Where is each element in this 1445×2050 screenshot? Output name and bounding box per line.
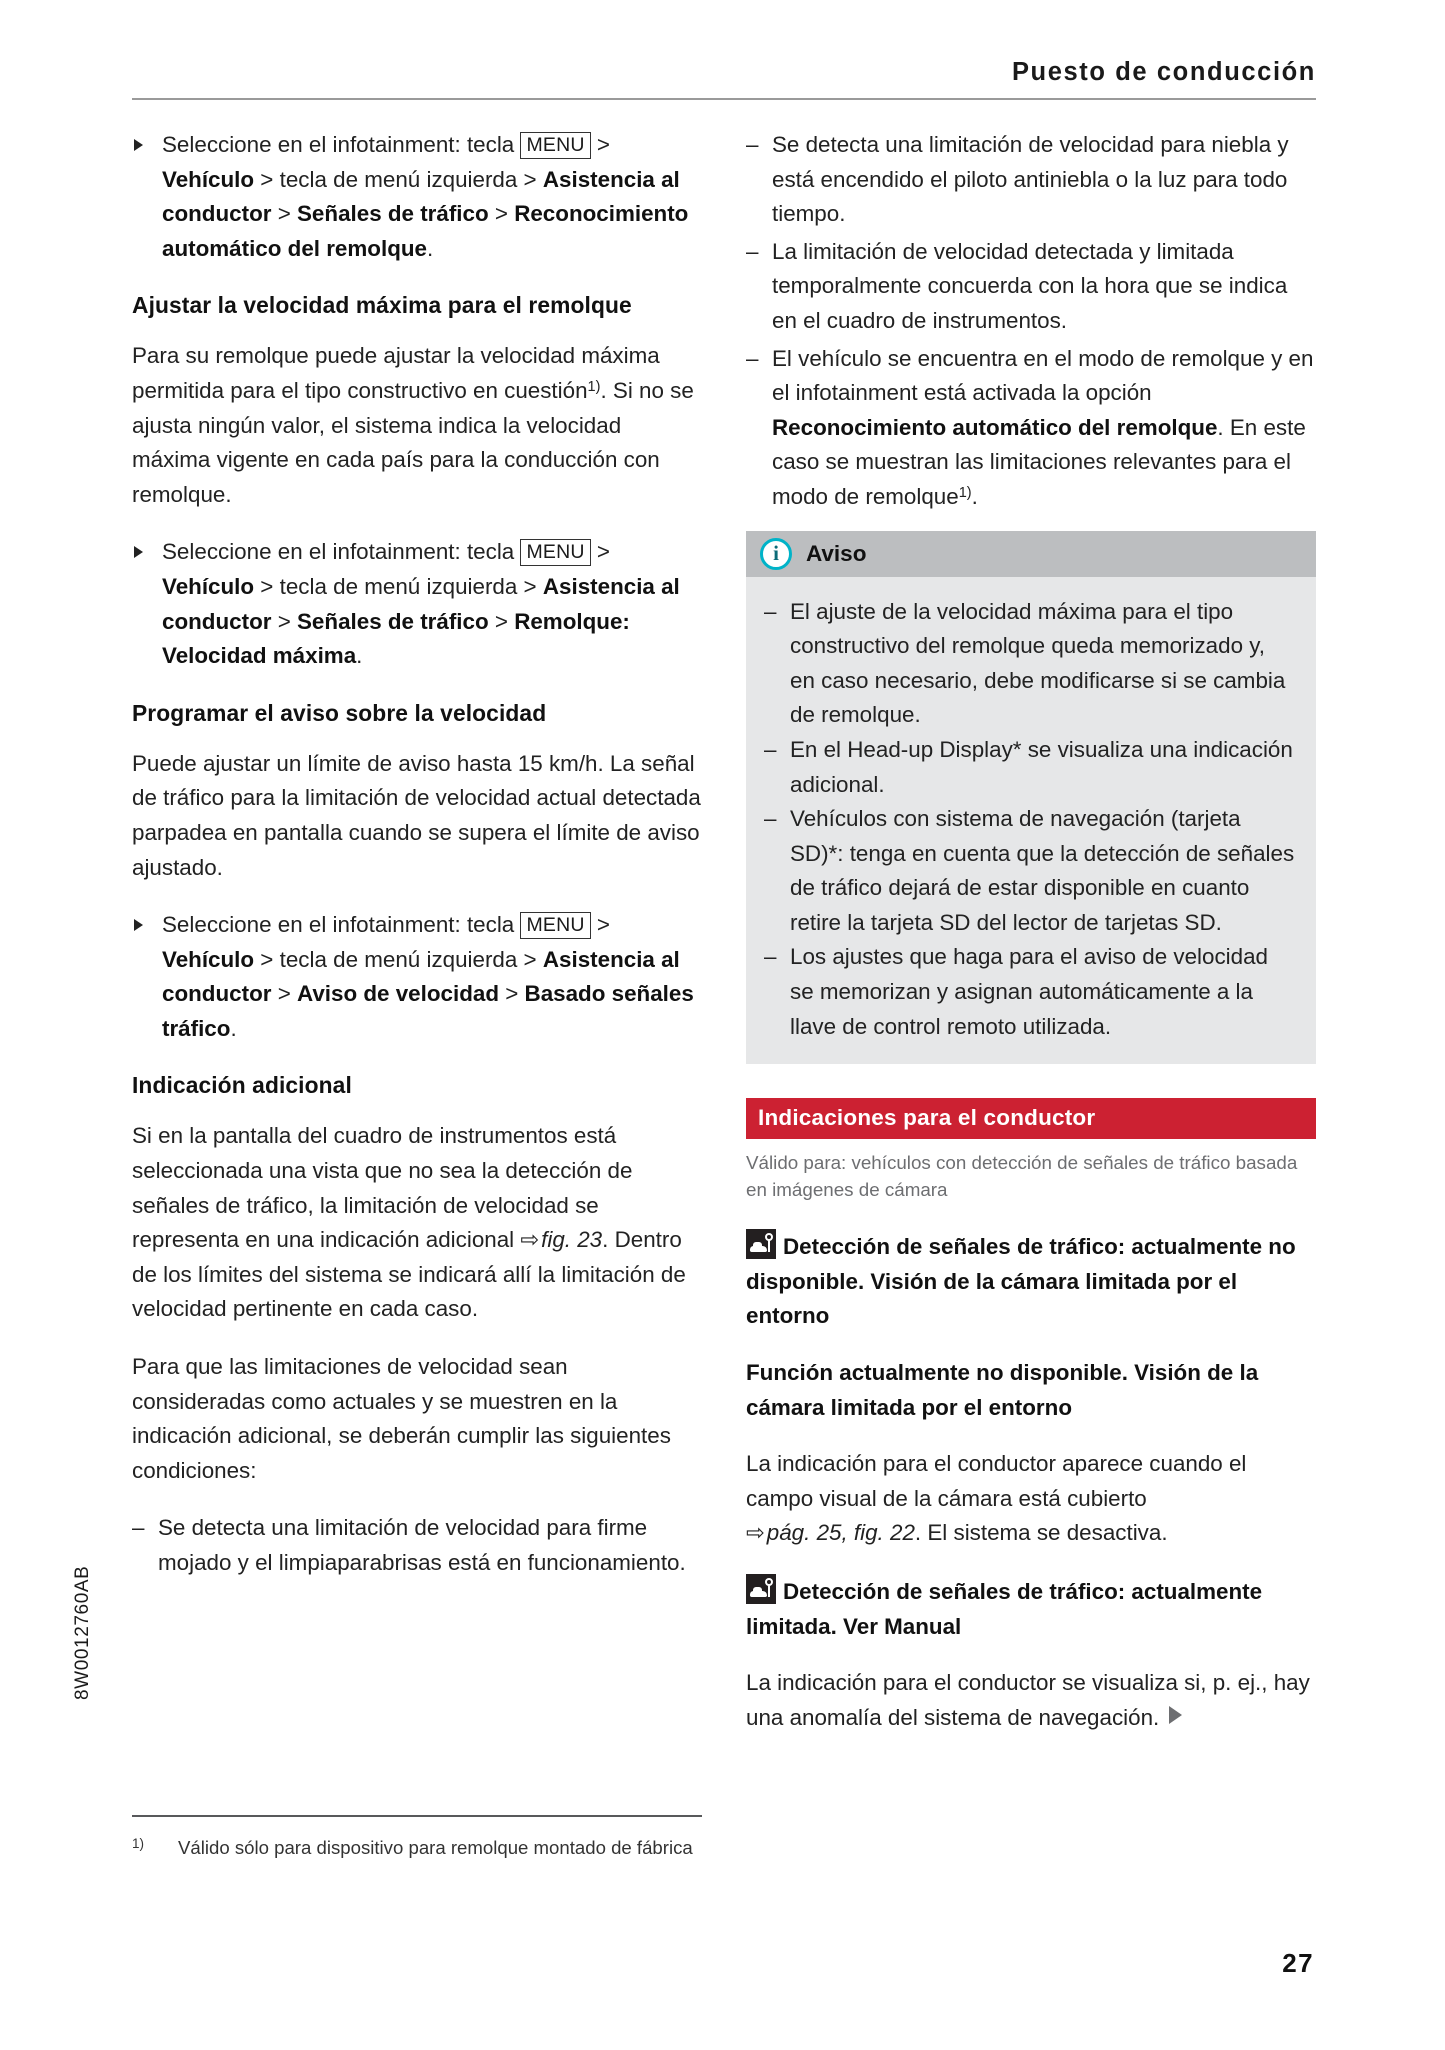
two-column-body xyxy=(132,128,1316,1758)
dash-marker-icon: – xyxy=(764,806,777,832)
bullet-1-sep-3: > xyxy=(271,201,297,227)
bullet-1-item-vehiculo: Vehículo xyxy=(162,166,255,192)
traffic-sign-detection-icon xyxy=(746,1574,776,1604)
condition-text: Se detecta una limitación de velocidad para niebla y está encendido el piloto antiniebla o la luz para todo tiempo. xyxy=(772,132,1289,227)
message-1-title-text: Detección de señales de tráfico: actualmente no disponible. Visión de la cámara limitada por el entorno xyxy=(746,1234,1296,1329)
bullet-3-item-aviso-velocidad: Aviso de velocidad xyxy=(297,981,499,1007)
bullet-3-sep-3: > xyxy=(271,981,297,1007)
bullet-3-sep-2: > tecla de menú izquierda > xyxy=(254,946,543,972)
bullet-1-sep-2: > tecla de menú izquierda > xyxy=(254,166,543,192)
dash-marker-icon: – xyxy=(764,944,777,970)
dash-marker-icon: – xyxy=(746,132,759,157)
notice-item-text: Los ajustes que haga para el aviso de velocidad se memorizan y asignan automáticamente a la llave de control remoto utilizada. xyxy=(790,944,1268,1039)
paragraph-limite-aviso: Puede ajustar un límite de aviso hasta 15 km/h. La señal de tráfico para la limitación de velocidad actual detectada parpadea en pantalla cuando se supera el límite de aviso ajustado. xyxy=(132,750,701,880)
continuation-arrow-icon xyxy=(1169,1706,1182,1724)
paragraph-condiciones: Para que las limitaciones de velocidad sean consideradas como actuales y se muestren en la indicación adicional, se deberán cumplir las siguientes condiciones: xyxy=(132,1354,671,1483)
notice-item xyxy=(764,595,1296,733)
bullet-3-item-asistencia: Asistencia al conductor xyxy=(162,946,680,1007)
para-3a: Si en la pantalla del cuadro de instrumentos está seleccionada una vista que no sea la detección de señales de tráfico, la limitación de velocidad se representa en una indicación adicional xyxy=(132,1123,633,1253)
cross-reference-fig23[interactable]: ⇨ fig. 23 xyxy=(520,1227,602,1252)
heading-indicacion-adicional: Indicación adicional xyxy=(132,1072,352,1099)
condition-item-right-1 xyxy=(746,128,1316,232)
footnote-1-marker: 1) xyxy=(132,1835,145,1851)
bullet-1-sep-4: > xyxy=(488,201,515,227)
bullet-3-item-vehiculo: Vehículo xyxy=(162,946,255,972)
notice-item xyxy=(764,733,1296,802)
notice-box-title: Aviso xyxy=(806,540,867,566)
traffic-sign-detection-icon xyxy=(746,1229,776,1259)
driver-message-1-title xyxy=(746,1229,1316,1334)
footnote-1-text: Válido sólo para dispositivo para remolque montado de fábrica xyxy=(178,1836,693,1858)
condition-text: La limitación de velocidad detectada y limitada temporalmente concuerda con la hora que se indica en el cuadro de instrumentos. xyxy=(772,238,1288,333)
instruction-bullet-3 xyxy=(132,908,702,1046)
dash-marker-icon: – xyxy=(746,345,759,371)
bullet-1-prefix: Seleccione en el infotainment: tecla xyxy=(162,132,521,157)
notice-item-text: Vehículos con sistema de navegación (tarjeta SD)*: tenga en cuenta que la detección de señales de tráfico dejará de estar disponible en cuanto retire la tarjeta SD del lector de tarjetas SD. xyxy=(790,806,1295,935)
notice-box-body xyxy=(746,577,1316,1065)
para-1b: . Si no se ajusta ningún valor, el sistema indica la velocidad máxima vigente en cada país para la conducción con remolque. xyxy=(132,377,694,507)
page-number: 27 xyxy=(1282,1948,1314,1978)
message-1-body-b: . El sistema se desactiva. xyxy=(914,1520,1168,1546)
bullet-2-item-remolque-velocidad: Remolque: Velocidad máxima xyxy=(162,608,630,669)
condition-text-c: . xyxy=(971,483,978,509)
bullet-2-sep-4: > xyxy=(488,608,515,634)
cross-reference-pag25-fig22[interactable]: ⇨ pág. 25, fig. 22 xyxy=(746,1520,915,1545)
header-divider xyxy=(132,98,1316,100)
page-title: Puesto de conducción xyxy=(1011,58,1316,86)
footnote-marker-1: 1) xyxy=(587,378,601,395)
bullet-2-sep-2: > tecla de menú izquierda > xyxy=(254,573,543,599)
bullet-1-sep-1: > xyxy=(590,132,610,157)
bullet-2-sep-1: > xyxy=(590,539,610,565)
option-name-reconocimiento: Reconocimiento automático del remolque xyxy=(772,414,1218,440)
menu-key-3[interactable]: MENU xyxy=(520,912,590,939)
message-2-body-text: La indicación para el conductor se visualiza si, p. ej., hay una anomalía del sistema de navegación. xyxy=(746,1670,1310,1730)
condition-text: Se detecta una limitación de velocidad para firme mojado y el limpiaparabrisas está en funcionamiento. xyxy=(158,1515,686,1575)
notice-item xyxy=(764,940,1296,1044)
para-3b: . Dentro de los límites del sistema se indicará allí la limitación de velocidad pertinente en cada caso. xyxy=(132,1227,686,1322)
notice-box-aviso xyxy=(746,531,1316,1065)
left-column xyxy=(132,128,702,1758)
bullet-triangle-icon xyxy=(134,919,143,931)
notice-item-text: En el Head-up Display* se visualiza una indicación adicional. xyxy=(790,736,1293,797)
bullet-2-item-asistencia: Asistencia al conductor xyxy=(162,573,680,634)
dash-marker-icon: – xyxy=(746,238,759,264)
notice-item-text: El ajuste de la velocidad máxima para el tipo constructivo del remolque queda memorizado y, en caso necesario, debe modificarse si se cambia de remolque. xyxy=(790,598,1286,728)
driver-message-1-body xyxy=(746,1447,1316,1551)
bullet-3-sep-4: > xyxy=(499,981,525,1007)
condition-item-left-1 xyxy=(132,1511,702,1580)
notice-box-header xyxy=(746,531,1316,577)
instruction-bullet-1 xyxy=(132,128,702,266)
info-circle-icon: i xyxy=(760,538,792,570)
dash-marker-icon: – xyxy=(764,736,777,762)
bullet-2-period: . xyxy=(356,643,363,669)
paragraph-indicacion-adicional xyxy=(132,1119,702,1327)
condition-text-a: El vehículo se encuentra en el modo de remolque y en el infotainment está activada la opción xyxy=(772,345,1314,406)
instruction-bullet-2 xyxy=(132,535,702,673)
driver-message-1-subtitle: Función actualmente no disponible. Visión de la cámara limitada por el entorno xyxy=(746,1360,1259,1420)
bullet-triangle-icon xyxy=(134,546,143,558)
bullet-3-item-basado-senales: Basado señales tráfico xyxy=(162,981,694,1041)
right-column xyxy=(746,128,1316,1758)
heading-programar-aviso: Programar el aviso sobre la velocidad xyxy=(132,699,547,726)
footnote-divider xyxy=(132,1815,702,1817)
message-1-body-a: La indicación para el conductor aparece cuando el campo visual de la cámara está cubierto xyxy=(746,1451,1247,1511)
footnote-1 xyxy=(132,1834,702,1862)
bullet-1-item-asistencia: Asistencia al conductor xyxy=(162,166,680,227)
paragraph-velocidad-maxima xyxy=(132,339,702,512)
bullet-1-item-senales: Señales de tráfico xyxy=(297,201,489,227)
condition-item-right-3 xyxy=(746,342,1316,515)
bullet-triangle-icon xyxy=(134,139,143,151)
footnote-area xyxy=(132,1815,702,1862)
bullet-1-period: . xyxy=(427,235,434,261)
para-1a: Para su remolque puede ajustar la velocidad máxima permitida para el tipo constructivo en cuestión xyxy=(132,343,660,403)
condition-item-right-2 xyxy=(746,235,1316,339)
condition-text-b: . En este caso se muestran las limitaciones relevantes para el modo de remolque xyxy=(772,414,1306,509)
dash-marker-icon: – xyxy=(764,598,777,624)
menu-key-2[interactable]: MENU xyxy=(520,539,590,566)
dash-marker-icon: – xyxy=(132,1515,145,1541)
notice-item xyxy=(764,802,1296,940)
heading-ajustar-velocidad: Ajustar la velocidad máxima para el remolque xyxy=(132,292,632,319)
page-header xyxy=(132,58,1316,100)
menu-key-1[interactable]: MENU xyxy=(520,132,590,159)
valid-for-note: Válido para: vehículos con detección de señales de tráfico basada en imágenes de cámara xyxy=(746,1152,1298,1201)
driver-message-2-title xyxy=(746,1574,1316,1644)
section-banner-indicaciones: Indicaciones para el conductor xyxy=(746,1098,1316,1139)
driver-message-2-body xyxy=(746,1666,1316,1735)
message-2-title-text: Detección de señales de tráfico: actualmente limitada. Ver Manual xyxy=(746,1579,1263,1639)
bullet-2-item-senales: Señales de tráfico xyxy=(297,608,489,634)
bullet-3-sep-1: > xyxy=(590,912,610,938)
bullet-2-sep-3: > xyxy=(271,608,297,634)
bullet-3-period: . xyxy=(230,1015,237,1041)
bullet-2-prefix: Seleccione en el infotainment: tecla xyxy=(162,539,521,565)
document-code-vertical: 8W0012760AB xyxy=(72,1565,93,1700)
footnote-marker-1: 1) xyxy=(958,484,972,501)
bullet-1-item-reconocimiento: Reconocimiento automático del remolque xyxy=(162,201,689,261)
bullet-3-prefix: Seleccione en el infotainment: tecla xyxy=(162,912,521,938)
bullet-2-item-vehiculo: Vehículo xyxy=(162,573,255,599)
